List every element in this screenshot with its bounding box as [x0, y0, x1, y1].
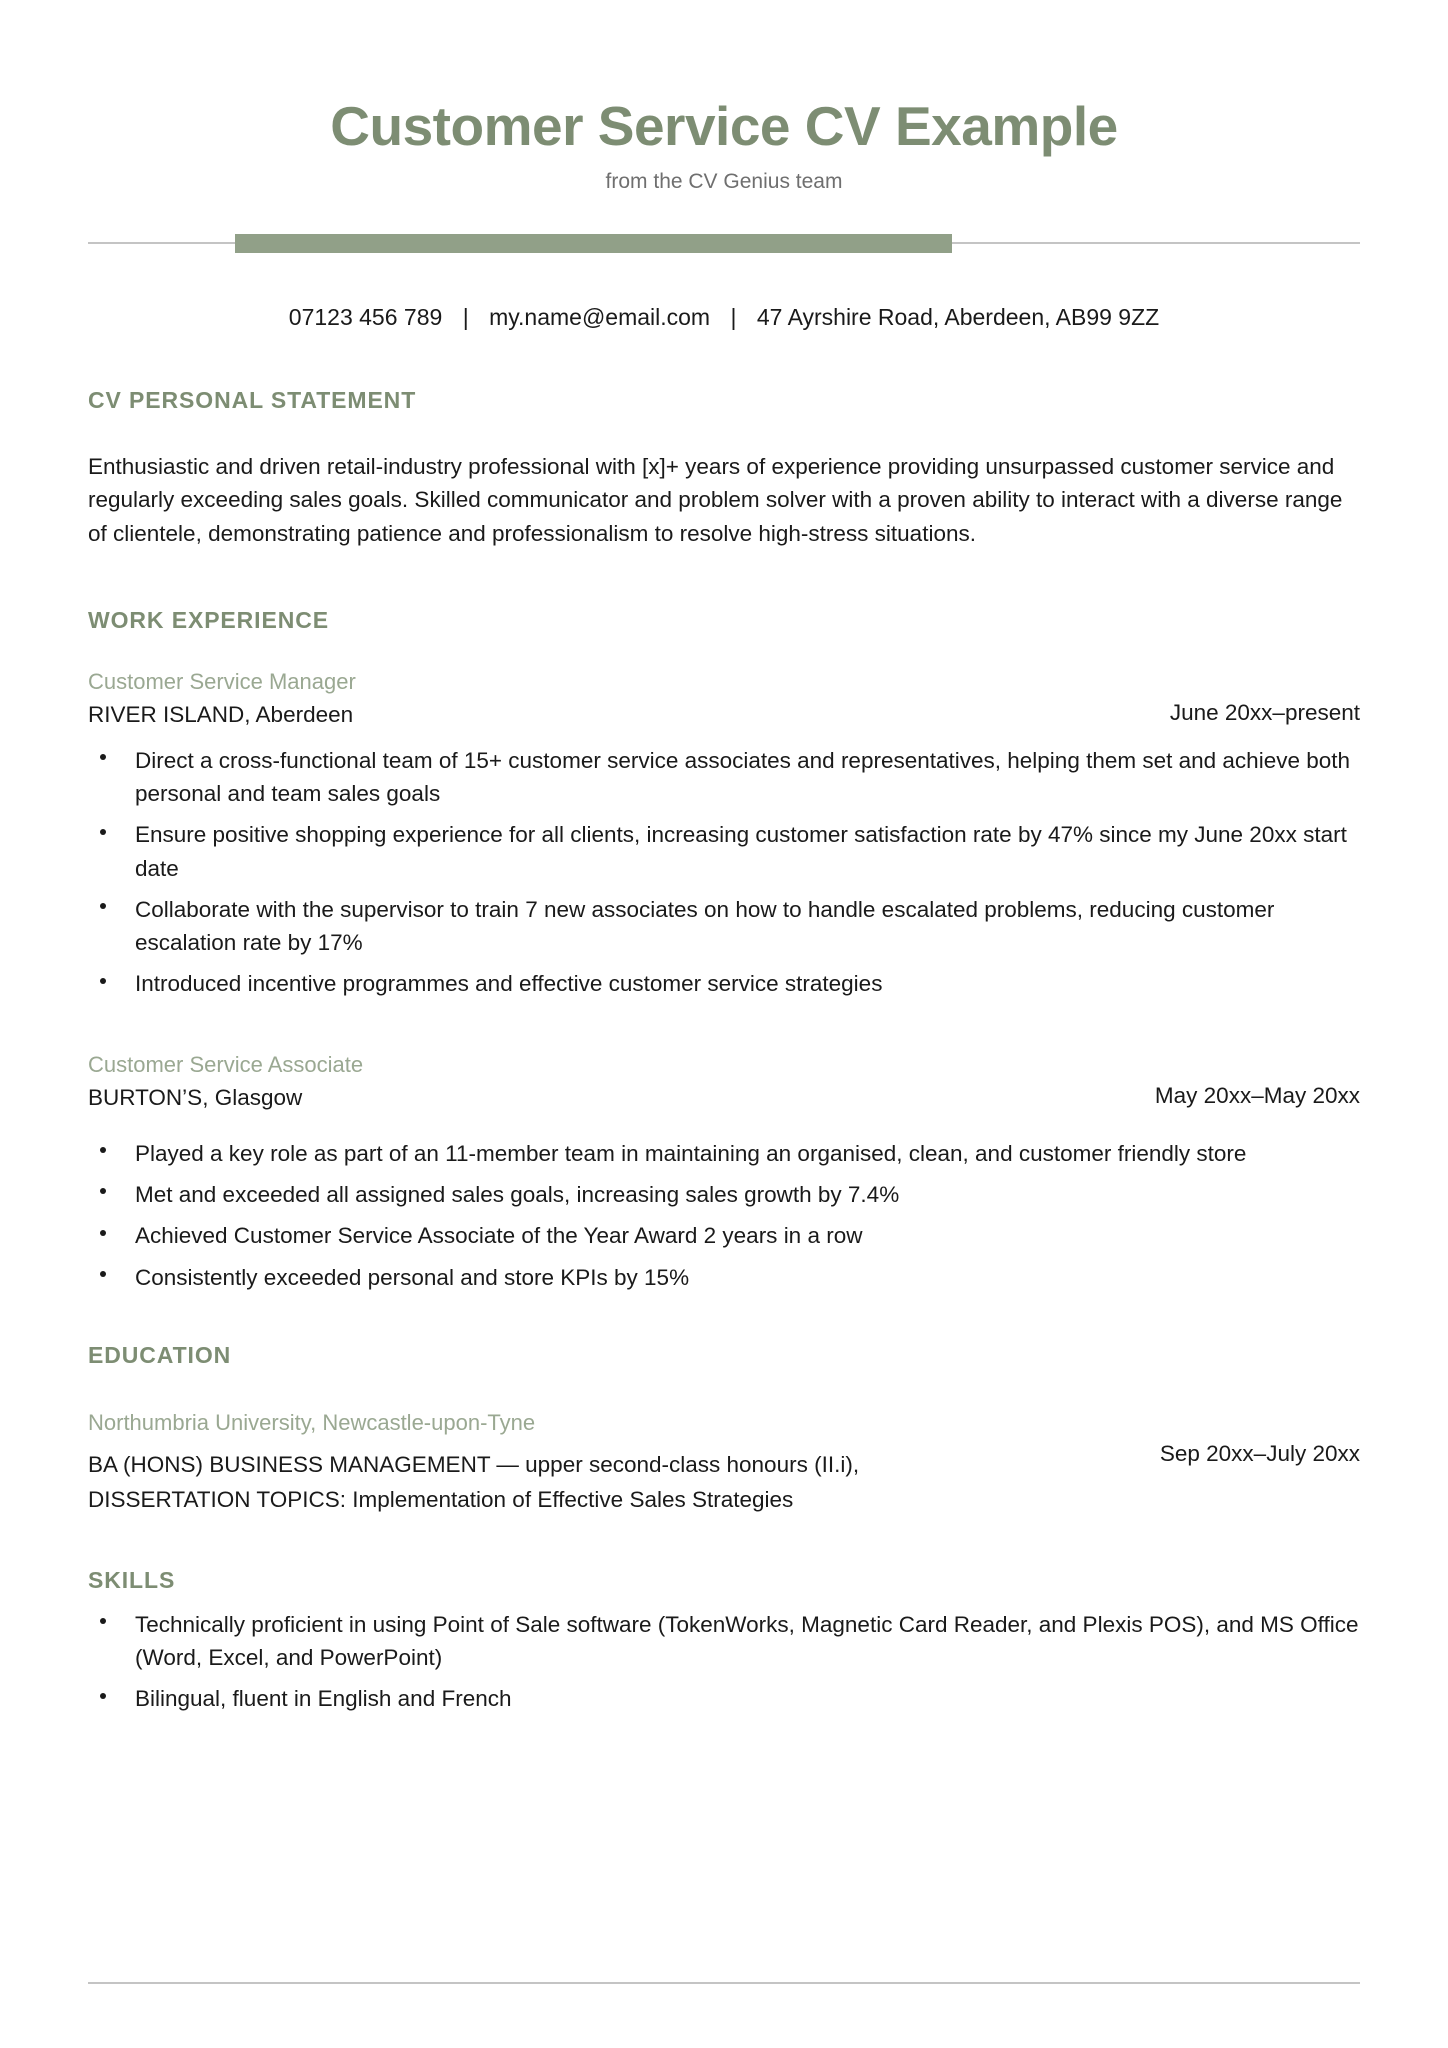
education-entry [88, 1409, 1360, 1517]
work-entry-identity [88, 1051, 1125, 1113]
section-heading-work-experience: WORK EXPERIENCE [88, 606, 329, 633]
contact-info-line [88, 304, 1360, 331]
bullet-dot-icon [100, 1230, 106, 1236]
section-heading-personal-statement: CV PERSONAL STATEMENT [88, 386, 417, 413]
work-entry-header-row [88, 1051, 1360, 1113]
work-experience-entry [88, 1051, 1360, 1294]
work-experience-entry [88, 668, 1360, 1001]
section-work-experience [88, 607, 1360, 1294]
bullet-text: Played a key role as part of an 11-member team in maintaining an organised, clean, and customer friendly store [135, 1140, 1247, 1166]
list-item [88, 1261, 1360, 1294]
education-entry-date: Sep 20xx–July 20xx [1159, 1440, 1360, 1466]
list-item [88, 818, 1360, 885]
section-education [88, 1342, 1360, 1517]
bullet-dot-icon [100, 1693, 106, 1699]
bullet-text: Consistently exceeded personal and store KPIs by 15% [135, 1264, 690, 1290]
bullet-dot-icon [100, 829, 106, 835]
list-item [88, 1137, 1360, 1170]
skills-bullet-list [88, 1608, 1360, 1716]
work-entry-job-title: Customer Service Manager [88, 668, 356, 694]
section-personal-statement [88, 387, 1360, 551]
list-item [88, 744, 1360, 811]
list-item [88, 967, 1360, 1000]
education-school-name: Northumbria University, Newcastle-upon-Tyne [88, 1409, 536, 1435]
section-heading-education: EDUCATION [88, 1341, 232, 1368]
footer-divider [88, 1982, 1360, 1984]
bullet-text: Achieved Customer Service Associate of the Year Award 2 years in a row [135, 1223, 863, 1249]
bullet-text: Met and exceeded all assigned sales goals, increasing sales growth by 7.4% [135, 1181, 900, 1207]
contact-phone: 07123 456 789 [288, 303, 443, 330]
bullet-text: Direct a cross-functional team of 15+ customer service associates and representatives, helping them set and achieve both personal and team sales goals [135, 747, 1351, 806]
bullet-dot-icon [100, 1271, 106, 1277]
bullet-text: Introduced incentive programmes and effective customer service strategies [135, 971, 883, 997]
bullet-text: Bilingual, fluent in English and French [135, 1686, 512, 1712]
contact-address: 47 Ayrshire Road, Aberdeen, AB99 9ZZ [756, 303, 1160, 330]
bullet-text: Collaborate with the supervisor to train 7 new associates on how to handle escalated problems, reducing customer escalation rate by 17% [135, 896, 1275, 956]
work-entry-date: June 20xx–present [1169, 699, 1360, 725]
education-degree: BA (HONS) BUSINESS MANAGEMENT — upper second-class honours (II.i), [88, 1452, 860, 1478]
bullet-dot-icon [100, 1188, 106, 1194]
bullet-dot-icon [100, 978, 106, 984]
education-entry-identity [88, 1409, 1130, 1517]
work-entry-bullet-list [88, 1137, 1360, 1294]
education-entry-header-row [88, 1409, 1360, 1517]
section-skills [88, 1567, 1360, 1716]
bullet-text: Technically proficient in using Point of Sale software (TokenWorks, Magnetic Card Reader, and Plexis POS), and MS Office (Word, Excel, and PowerPoint) [135, 1611, 1359, 1670]
page-title: Customer Service CV Example [330, 95, 1118, 157]
section-heading-skills: SKILLS [88, 1566, 176, 1593]
bullet-dot-icon [100, 1618, 106, 1624]
work-entry-job-title: Customer Service Associate [88, 1051, 364, 1077]
work-entry-bullet-list [88, 744, 1360, 1001]
work-entry-date: May 20xx–May 20xx [1154, 1082, 1360, 1108]
work-entry-identity [88, 668, 1140, 730]
work-entry-header-row [88, 668, 1360, 730]
bullet-dot-icon [100, 903, 106, 909]
list-item [88, 893, 1360, 960]
list-item [88, 1608, 1360, 1675]
header-divider [88, 232, 1360, 254]
bullet-dot-icon [100, 1147, 106, 1153]
document-header [88, 0, 1360, 194]
education-dissertation: DISSERTATION TOPICS: Implementation of Effective Sales Strategies [88, 1487, 794, 1513]
contact-separator-2: | [730, 303, 737, 330]
work-entry-company: BURTON’S, Glasgow [88, 1084, 303, 1110]
page-subtitle: from the CV Genius team [605, 169, 843, 193]
list-item [88, 1682, 1360, 1715]
list-item [88, 1178, 1360, 1211]
contact-separator-1: | [462, 303, 469, 330]
work-entry-company: RIVER ISLAND, Aberdeen [88, 702, 354, 727]
header-accent-bar [235, 234, 952, 253]
bullet-text: Ensure positive shopping experience for all clients, increasing customer satisfaction rate by 47% since my June 20xx start date [135, 822, 1347, 881]
list-item [88, 1219, 1360, 1252]
contact-email: my.name@email.com [489, 303, 711, 330]
bullet-dot-icon [100, 754, 106, 760]
personal-statement-text: Enthusiastic and driven retail-industry professional with [x]+ years of experience providing unsurpassed customer service and regularly exceeding sales goals. Skilled communicator and problem solver with a proven ability to interact with a diverse range of clientele, demonstrating patience and professionalism to resolve high-stress situations. [88, 453, 1343, 547]
